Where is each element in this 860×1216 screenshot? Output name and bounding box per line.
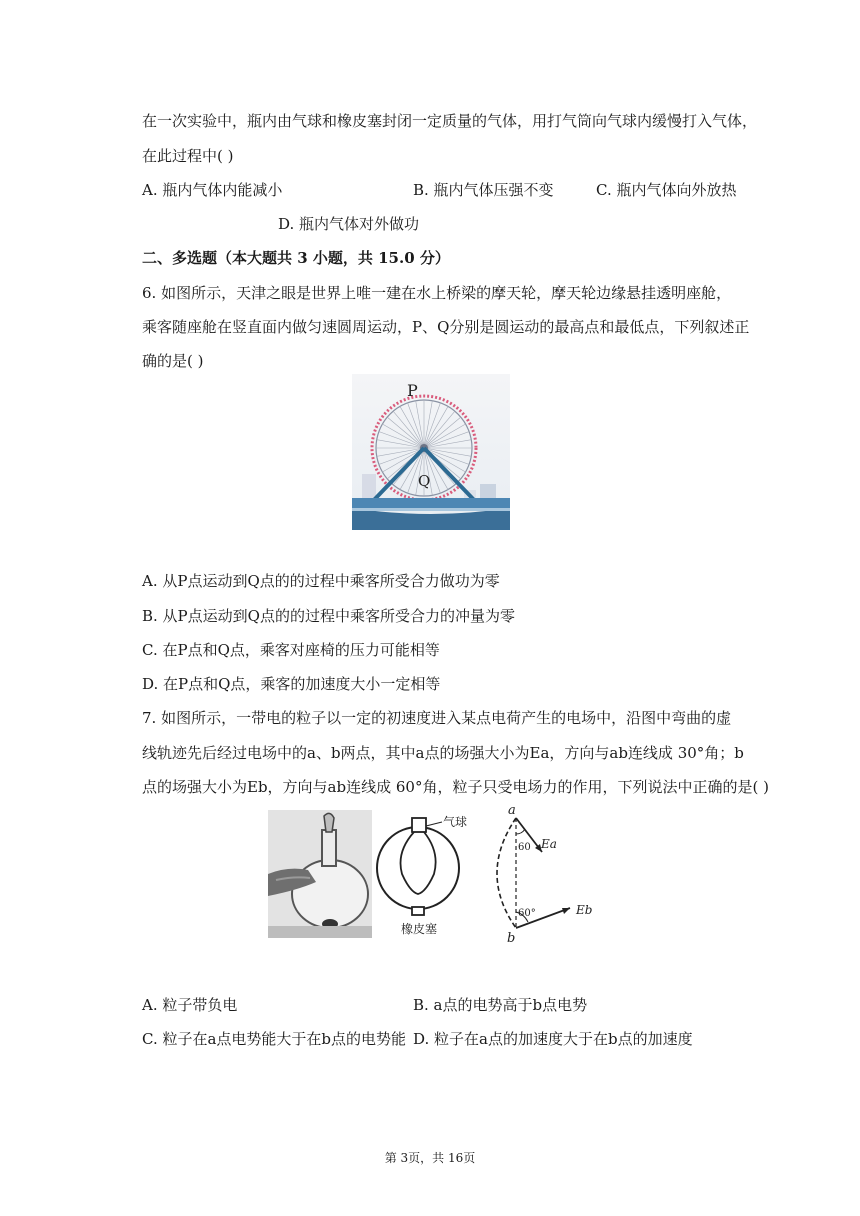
q7-option-d: D. 粒子在a点的加速度大于在b点的加速度 — [413, 1030, 693, 1048]
balloon-flask-diagram — [374, 812, 472, 936]
q6-stem-line-2: 乘客随座舱在竖直面内做匀速圆周运动，P、Q分别是圆运动的最高点和最低点，下列叙述正 — [142, 318, 750, 336]
q5-option-b: B. 瓶内气体压强不变 — [413, 181, 554, 199]
angle-a-label: 60 — [518, 842, 531, 853]
q7-option-b: B. a点的电势高于b点电势 — [413, 996, 588, 1014]
point-a-label: a — [508, 804, 516, 818]
q7-stem-line-3: 点的场强大小为Eb，方向与ab连线成 60°角，粒子只受电场力的作用，下列说法中正确的是( ) — [142, 778, 769, 796]
ferris-wheel-figure — [352, 374, 510, 530]
q5-option-a: A. 瓶内气体内能减小 — [142, 181, 283, 199]
q5-stem-line-2: 在此过程中( ) — [142, 147, 234, 165]
point-b-label: b — [507, 931, 516, 946]
angle-b-label: 60° — [518, 908, 536, 919]
q6-option-a: A. 从P点运动到Q点的的过程中乘客所受合力做功为零 — [142, 572, 500, 590]
q6-stem-line-1: 6. 如图所示，天津之眼是世界上唯一建在水上桥梁的摩天轮，摩天轮边缘悬挂透明座舱， — [142, 284, 732, 302]
q6-option-d: D. 在P点和Q点，乘客的加速度大小一定相等 — [142, 675, 441, 693]
section-heading-multiple-choice: 二、多选题（本大题共 3 小题，共 15.0 分） — [142, 249, 450, 267]
q6-option-c: C. 在P点和Q点，乘客对座椅的压力可能相等 — [142, 641, 440, 659]
field-b-label: Eb — [576, 903, 593, 917]
q6-stem-line-3: 确的是( ) — [142, 352, 204, 370]
flask-photo-figure — [268, 810, 372, 938]
q7-option-a: A. 粒子带负电 — [142, 996, 238, 1014]
q7-stem-line-2: 线轨迹先后经过电场中的a、b两点，其中a点的场强大小为Ea，方向与ab连线成 30°角；b — [142, 744, 744, 762]
balloon-label: 气球 — [443, 815, 468, 829]
q6-option-b: B. 从P点运动到Q点的的过程中乘客所受合力的冲量为零 — [142, 607, 515, 625]
q5-stem-line-1: 在一次实验中，瓶内由气球和橡皮塞封闭一定质量的气体，用打气筒向气球内缓慢打入气体， — [142, 112, 758, 130]
field-trajectory-diagram — [478, 804, 600, 946]
field-a-label: Ea — [541, 837, 557, 851]
q5-option-c: C. 瓶内气体向外放热 — [596, 181, 737, 199]
page-footer: 第 3页，共 16页 — [384, 1151, 476, 1165]
q7-option-c: C. 粒子在a点电势能大于在b点的电势能 — [142, 1030, 407, 1048]
q5-option-d: D. 瓶内气体对外做功 — [278, 215, 420, 233]
wheel-label-top: P — [407, 381, 418, 400]
q7-stem-line-1: 7. 如图所示，一带电的粒子以一定的初速度进入某点电荷产生的电场中，沿图中弯曲的虚 — [142, 709, 732, 727]
stopper-label: 橡皮塞 — [401, 922, 438, 936]
wheel-label-bottom: Q — [418, 472, 431, 490]
